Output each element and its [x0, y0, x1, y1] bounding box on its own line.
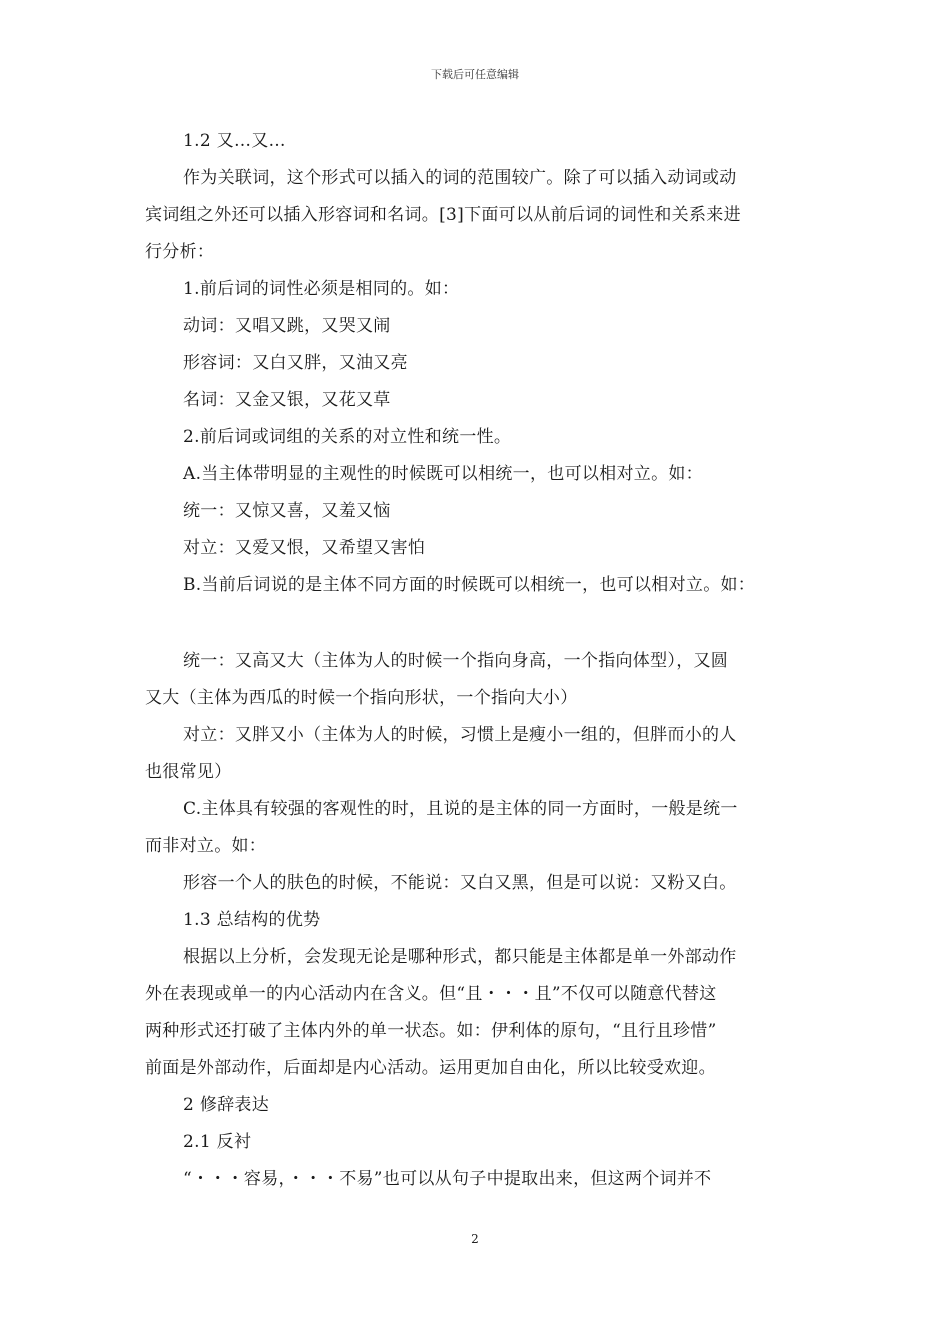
example-line: 形容词：又白又胖，又油又亮 — [183, 353, 408, 373]
example-line: 又大（主体为西瓜的时候一个指向形状，一个指向大小） — [145, 688, 578, 708]
example-line: 统一：又惊又喜，又羞又恼 — [183, 501, 391, 521]
list-item: C.主体具有较强的客观性的时，且说的是主体的同一方面时，一般是统一 — [183, 799, 738, 819]
body-line: 作为关联词，这个形式可以插入的词的范围较广。除了可以插入动词或动 — [183, 168, 737, 188]
body-line: 宾词组之外还可以插入形容词和名词。[3]下面可以从前后词的词性和关系来进 — [145, 205, 741, 225]
body-line: 两种形式还打破了主体内外的单一状态。如：伊利体的原句，“且行且珍惜” — [145, 1021, 717, 1041]
example-line: 动词：又唱又跳，又哭又闹 — [183, 316, 391, 336]
page-number: 2 — [471, 1232, 479, 1246]
list-item: 2.前后词或词组的关系的对立性和统一性。 — [183, 427, 512, 447]
section-heading-1-2: 1.2 又…又… — [183, 131, 286, 151]
list-item: B.当前后词说的是主体不同方面的时候既可以相统一，也可以相对立。如： — [183, 575, 756, 595]
body-line: 行分析： — [145, 242, 215, 262]
body-line: “・・・容易，・・・不易”也可以从句子中提取出来，但这两个词并不 — [183, 1169, 712, 1189]
example-line: 名词：又金又银，又花又草 — [183, 390, 391, 410]
body-line: 外在表现或单一的内心活动内在含义。但“且・・・且”不仅可以随意代替这 — [145, 984, 717, 1004]
page-header: 下载后可任意编辑 — [431, 68, 519, 81]
example-line: 也很常见） — [145, 762, 232, 782]
example-line: 形容一个人的肤色的时候，不能说：又白又黑，但是可以说：又粉又白。 — [183, 873, 737, 893]
list-item: 1.前后词的词性必须是相同的。如： — [183, 279, 460, 299]
section-heading-2-1: 2.1 反衬 — [183, 1132, 252, 1152]
section-heading-1-3: 1.3 总结构的优势 — [183, 910, 321, 930]
example-line: 对立：又爱又恨，又希望又害怕 — [183, 538, 426, 558]
section-heading-2: 2 修辞表达 — [183, 1095, 270, 1115]
example-line: 统一：又高又大（主体为人的时候一个指向身高，一个指向体型），又圆 — [183, 651, 729, 671]
body-line: 而非对立。如： — [145, 836, 267, 856]
body-line: 根据以上分析，会发现无论是哪种形式，都只能是主体都是单一外部动作 — [183, 947, 737, 967]
example-line: 对立：又胖又小（主体为人的时候，习惯上是瘦小一组的，但胖而小的人 — [183, 725, 737, 745]
list-item: A.当主体带明显的主观性的时候既可以相统一，也可以相对立。如： — [183, 464, 703, 484]
body-line: 前面是外部动作，后面却是内心活动。运用更加自由化，所以比较受欢迎。 — [145, 1058, 716, 1078]
